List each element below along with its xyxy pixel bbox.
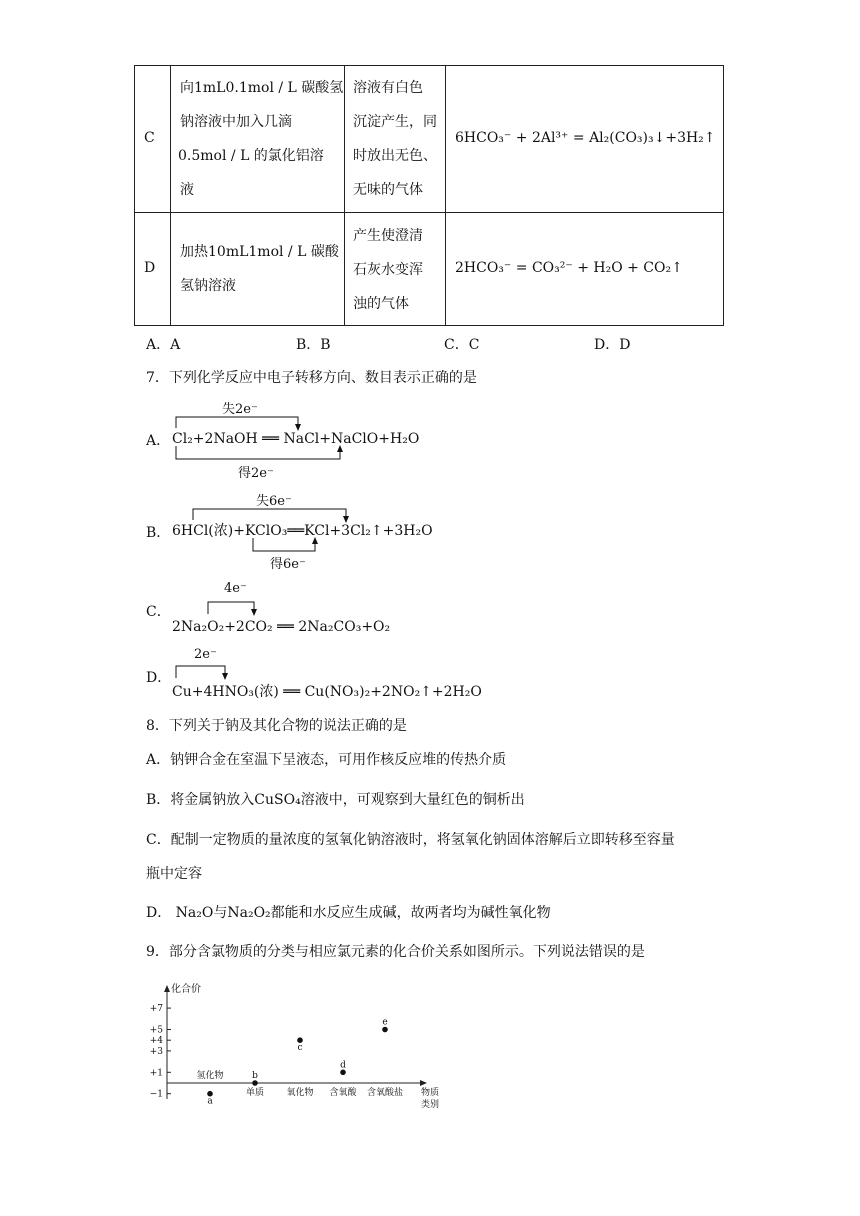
y-axis-label: 化合价 xyxy=(171,984,201,995)
x-axis-label-line1: 物质 xyxy=(420,1088,440,1098)
data-point-label-e: e xyxy=(382,1017,388,1028)
y-tick-label: +5 xyxy=(149,1025,163,1036)
option-b[interactable]: B．B xyxy=(296,337,331,353)
data-point-label-c: c xyxy=(297,1043,303,1054)
q8-stem: 8．下列关于钠及其化合物的说法正确的是 xyxy=(146,718,407,734)
data-point-a xyxy=(207,1091,213,1097)
equation: 2HCO₃⁻ = CO₃²⁻ + H₂O + CO₂↑ xyxy=(455,260,683,276)
operation-line: 加热10mL1mol / L 碳酸 xyxy=(180,244,339,260)
phenomenon-line: 产生使澄清 xyxy=(353,228,423,244)
q8-option-d[interactable]: D． Na₂O与Na₂O₂都能和水反应生成碱，故两者均为碱性氧化物 xyxy=(146,905,551,921)
q8-option-b[interactable]: B．将金属钠放入CuSO₄溶液中，可观察到大量红色的铜析出 xyxy=(146,792,525,808)
operation-line: 0.5mol / L 的氯化铝溶 xyxy=(178,148,324,164)
q7d-equation: Cu+4HNO₃(浓) ══ Cu(NO₃)₂+2NO₂↑+2H₂O xyxy=(172,684,482,700)
phenomenon-line: 浊的气体 xyxy=(353,296,409,312)
q7a-lose-label: 失2e⁻ xyxy=(222,402,258,417)
x-axis-arrow xyxy=(420,1080,427,1086)
data-point-label-d: d xyxy=(340,1060,346,1071)
q8-option-a[interactable]: A．钠钾合金在室温下呈液态，可用作核反应堆的传热介质 xyxy=(146,752,507,768)
y-axis-arrow xyxy=(164,985,170,992)
x-category-label: 氧化物 xyxy=(286,1088,314,1098)
q7-stem: 7．下列化学反应中电子转移方向、数目表示正确的是 xyxy=(146,370,477,386)
q9-stem: 9．部分含氯物质的分类与相应氯元素的化合价关系如图所示。下列说法错误的是 xyxy=(146,944,645,960)
y-tick-label: +3 xyxy=(149,1046,163,1057)
q7b-equation: 6HCl(浓)+KClO₃══KCl+3Cl₂↑+3H₂O xyxy=(172,523,433,539)
q8-option-c-cont: 瓶中定容 xyxy=(146,866,202,882)
q7b-lose-label: 失6e⁻ xyxy=(256,494,292,509)
phenomenon-line: 时放出无色、 xyxy=(353,148,437,164)
q7a-gain-label: 得2e⁻ xyxy=(238,466,274,481)
row-label: C xyxy=(144,130,155,146)
q7d-transfer-label: 2e⁻ xyxy=(194,647,217,662)
data-point-b xyxy=(252,1080,258,1086)
q7d-label[interactable]: D． xyxy=(146,670,172,686)
q7a-label[interactable]: A． xyxy=(146,433,171,449)
data-point-e xyxy=(382,1027,388,1033)
option-a[interactable]: A．A xyxy=(146,337,181,353)
x-category-label: 单质 xyxy=(245,1088,265,1098)
q7c-equation: 2Na₂O₂+2CO₂ ══ 2Na₂CO₃+O₂ xyxy=(172,619,391,635)
operation-line: 向1mL0.1mol / L 碳酸氢 xyxy=(180,80,344,96)
data-point-label-a: a xyxy=(207,1096,213,1107)
x-axis-label-line2: 类别 xyxy=(420,1100,440,1110)
data-point-c xyxy=(297,1037,303,1043)
option-c[interactable]: C．C xyxy=(444,337,480,353)
phenomenon-line: 沉淀产生，同 xyxy=(353,114,437,130)
q7a-equation: Cl₂+2NaOH ══ NaCl+NaClO+H₂O xyxy=(172,431,420,447)
q7c-label[interactable]: C． xyxy=(146,604,171,620)
operation-line: 氢钠溶液 xyxy=(180,278,236,294)
y-tick-label: +7 xyxy=(149,1004,163,1015)
equation: 6HCO₃⁻ + 2Al³⁺ = Al₂(CO₃)₃↓+3H₂↑ xyxy=(455,130,716,146)
operation-line: 钠溶液中加入几滴 xyxy=(180,114,292,130)
q8-option-c[interactable]: C．配制一定物质的量浓度的氢氧化钠溶液时，将氢氧化钠固体溶解后立即转移至容量 xyxy=(146,832,675,848)
y-tick-label: −1 xyxy=(149,1089,163,1100)
phenomenon-line: 溶液有白色 xyxy=(353,80,423,96)
data-point-d xyxy=(340,1070,346,1076)
phenomenon-line: 无味的气体 xyxy=(353,182,423,198)
q7b-label[interactable]: B． xyxy=(146,525,171,541)
q7b-gain-label: 得6e⁻ xyxy=(270,557,306,572)
x-category-label: 含氧酸 xyxy=(329,1088,357,1098)
phenomenon-line: 石灰水变浑 xyxy=(353,262,423,278)
data-point-label-b: b xyxy=(252,1071,258,1081)
y-tick-label: +1 xyxy=(149,1068,163,1079)
operation-line: 液 xyxy=(180,182,194,198)
x-category-label: 氢化物 xyxy=(196,1071,224,1081)
y-tick-label: +4 xyxy=(149,1036,163,1047)
q7c-transfer-label: 4e⁻ xyxy=(224,581,247,596)
x-category-label: 含氧酸盐 xyxy=(366,1088,404,1098)
option-d[interactable]: D．D xyxy=(594,337,631,353)
row-label: D xyxy=(144,260,156,276)
